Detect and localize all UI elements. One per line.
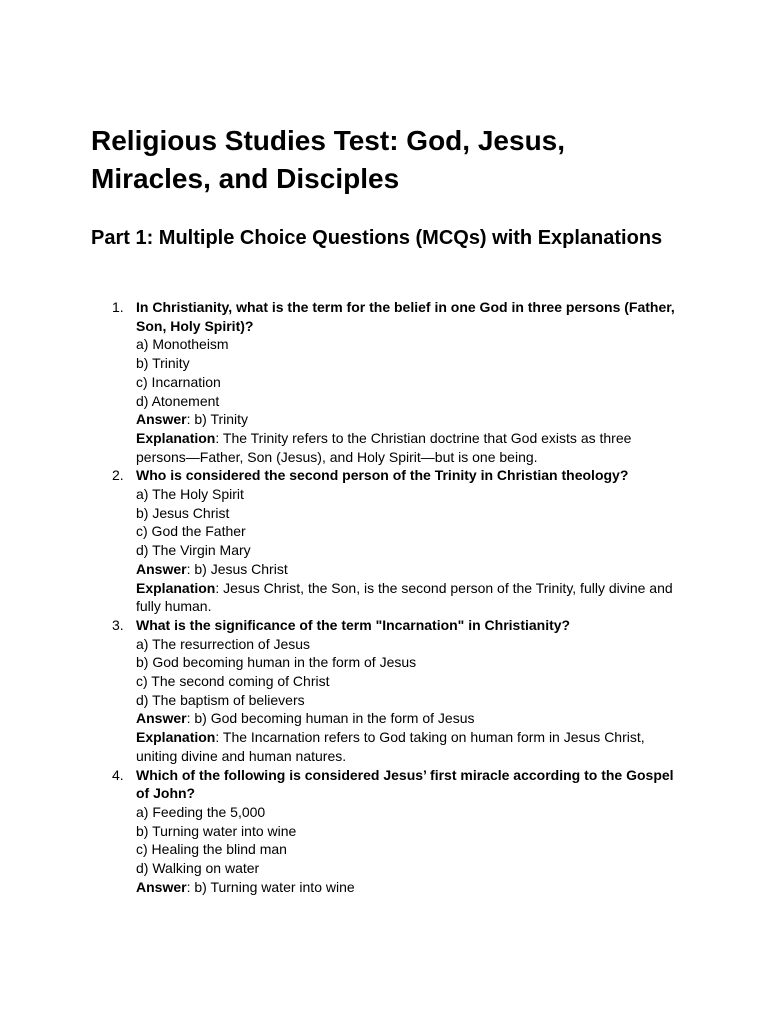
answer-line xyxy=(136,709,676,728)
question-item xyxy=(112,298,676,466)
answer-option: b) Jesus Christ xyxy=(136,504,230,521)
question-text: What is the significance of the term "Incarnation" in Christianity? xyxy=(136,616,571,633)
answer-value: : b) God becoming human in the form of Jesus xyxy=(186,710,475,727)
answer-option: b) God becoming human in the form of Jesus xyxy=(136,654,417,671)
explanation-line xyxy=(136,728,676,765)
answer-value: : b) Jesus Christ xyxy=(186,560,288,577)
question-number: 3. xyxy=(112,616,124,633)
question-item xyxy=(112,766,676,897)
explanation-line xyxy=(136,429,676,466)
answer-value: : b) Turning water into wine xyxy=(186,878,355,895)
answer-option: c) The second coming of Christ xyxy=(136,673,330,690)
explanation-label: Explanation xyxy=(136,429,216,446)
answer-label: Answer xyxy=(136,710,187,727)
answer-label: Answer xyxy=(136,411,187,428)
question-item xyxy=(112,616,676,766)
answer-option: a) The resurrection of Jesus xyxy=(136,635,311,652)
answer-label: Answer xyxy=(136,878,187,895)
answer-option: c) God the Father xyxy=(136,523,246,540)
answer-option: a) The Holy Spirit xyxy=(136,486,244,503)
question-text: Which of the following is considered Jesus’ first miracle according to the Gospel of John? xyxy=(136,766,674,802)
answer-value: : b) Trinity xyxy=(186,411,249,428)
explanation-text: : The Incarnation refers to God taking on human form in Jesus Christ, uniting divine and human natures. xyxy=(136,729,645,764)
answer-option: a) Monotheism xyxy=(136,336,229,353)
answer-option: c) Healing the blind man xyxy=(136,841,287,858)
question-item xyxy=(112,466,676,616)
question-list xyxy=(112,298,676,897)
explanation-label: Explanation xyxy=(136,729,216,746)
answer-option: b) Trinity xyxy=(136,355,190,372)
answer-line xyxy=(136,878,676,897)
answer-option: d) Atonement xyxy=(136,392,220,409)
question-text: In Christianity, what is the term for the belief in one God in three persons (Father, Son, Holy Spirit)? xyxy=(136,299,675,334)
answer-option: d) The Virgin Mary xyxy=(136,542,251,559)
answer-line xyxy=(136,410,676,429)
answer-option: c) Incarnation xyxy=(136,373,221,390)
answer-option: b) Turning water into wine xyxy=(136,822,297,839)
answer-option: d) Walking on water xyxy=(136,860,260,877)
question-number: 2. xyxy=(112,467,124,484)
answer-option: d) The baptism of believers xyxy=(136,691,305,708)
explanation-line xyxy=(136,579,676,616)
question-number: 4. xyxy=(112,766,124,783)
explanation-text: : The Trinity refers to the Christian doctrine that God exists as three persons—Father, Son (Jesus), and Holy Spirit—but is one being. xyxy=(136,429,632,465)
answer-option: a) Feeding the 5,000 xyxy=(136,803,266,820)
page-title: Religious Studies Test: God, Jesus, Miracles, and Disciples xyxy=(91,125,566,194)
answer-label: Answer xyxy=(136,560,187,577)
answer-line xyxy=(136,560,676,579)
explanation-label: Explanation xyxy=(136,579,216,596)
question-text: Who is considered the second person of the Trinity in Christian theology? xyxy=(136,467,629,484)
explanation-text: : Jesus Christ, the Son, is the second person of the Trinity, fully divine and fully human. xyxy=(136,579,673,615)
section-heading: Part 1: Multiple Choice Questions (MCQs) with Explanations xyxy=(91,227,663,249)
question-number: 1. xyxy=(112,299,124,315)
